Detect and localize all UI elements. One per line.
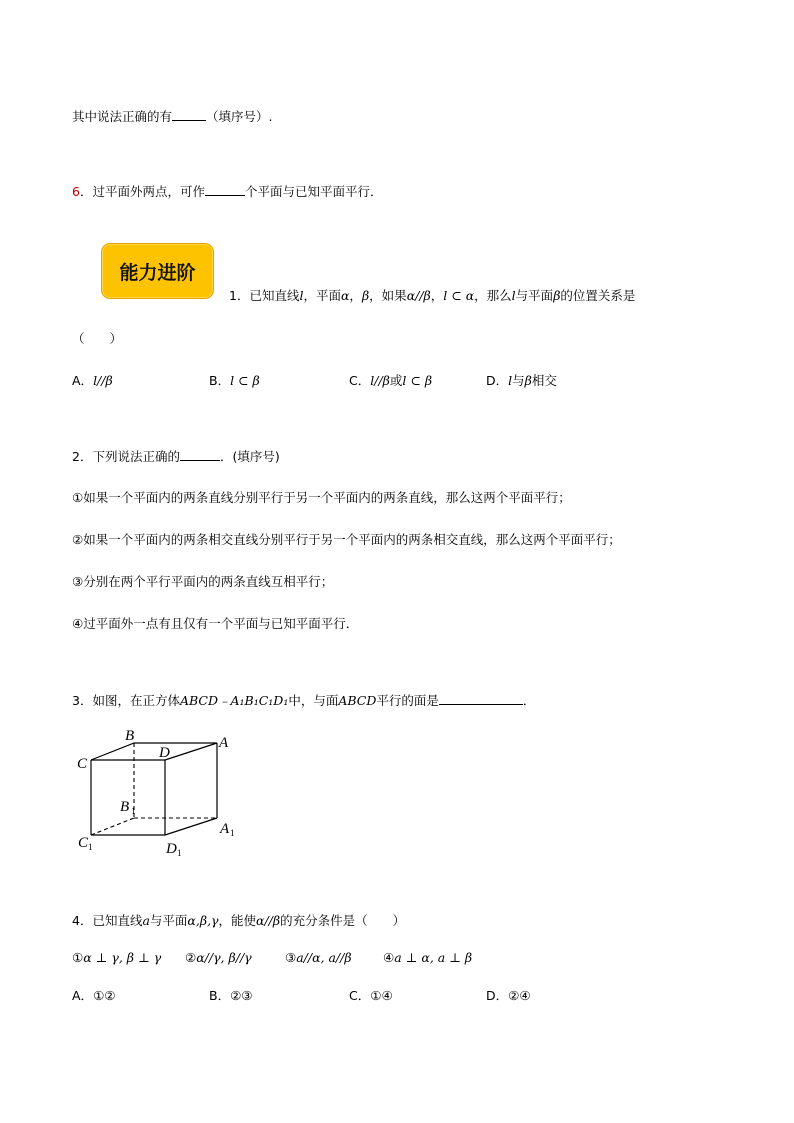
cond-math: a//α, a//β: [296, 950, 352, 965]
p2-item: ①如果一个平面内的两条直线分别平行于另一个平面内的两条直线，那么这两个平面平行；: [72, 490, 571, 505]
option-label: C．: [349, 988, 371, 1003]
option-math: l//β: [370, 373, 390, 388]
option-math: l//β: [93, 373, 113, 388]
option-text: ①④: [370, 988, 393, 1003]
p1-text: ，: [430, 288, 444, 303]
math-face: ABCD: [338, 693, 377, 708]
vertex-label-c1: C: [78, 835, 89, 851]
vertex-subscript: 1: [177, 848, 182, 858]
p4-option-a: [72, 988, 115, 1004]
p4-cond-3: [285, 950, 352, 966]
math-a: a: [142, 913, 150, 928]
option-text: 或: [389, 373, 403, 388]
cube-hidden-edge: [91, 818, 134, 835]
option-label: D．: [486, 373, 509, 388]
math-planes: α,β,γ: [187, 913, 219, 928]
option-math: l ⊂ β: [402, 373, 433, 388]
cond-math: a ⊥ α, a ⊥ β: [394, 950, 473, 965]
answer-blank: [439, 692, 523, 705]
p1-stem: [229, 288, 635, 304]
p4-option-d: [486, 988, 531, 1004]
p2-item: ②如果一个平面内的两条相交直线分别平行于另一个平面内的两条相交直线，那么这两个平面平行；: [72, 532, 621, 547]
option-text: ①②: [93, 988, 116, 1003]
cond-number: ③: [285, 950, 297, 965]
cond-math: α ⊥ γ, β ⊥ γ: [83, 950, 162, 965]
section-badge: [101, 243, 214, 299]
vertex-label-d1: D: [166, 841, 177, 857]
cube-figure: [74, 723, 254, 858]
option-math: β: [524, 373, 532, 388]
option-label: C．: [349, 373, 371, 388]
p4-stem: [72, 913, 405, 929]
option-math: l ⊂ β: [230, 373, 260, 388]
p3-stem: [72, 692, 535, 709]
math-l: l: [299, 288, 304, 303]
p4-option-c: [349, 988, 393, 1004]
math-l: l: [511, 288, 516, 303]
math-condition: α//β: [256, 913, 281, 928]
p3-text: 中，与面: [288, 693, 339, 708]
math-cube: ABCD﹣A₁B₁C₁D₁: [179, 693, 289, 708]
p4-cond-2: [185, 950, 252, 966]
cond-number: ④: [383, 950, 395, 965]
cube-edge: [165, 818, 217, 835]
p4-text: ，能使: [218, 913, 257, 928]
p1-text: ，平面: [303, 288, 341, 303]
cond-number: ①: [72, 950, 84, 965]
q6-text: ．过平面外两点，可作: [79, 184, 205, 199]
p4-cond-1: [72, 950, 161, 966]
p1-text: 的位置关系是: [560, 288, 636, 303]
vertex-label-c: C: [77, 756, 88, 772]
math-beta: β: [553, 288, 561, 303]
vertex-label-a1: A: [220, 821, 230, 837]
option-text: 相交: [531, 373, 557, 388]
option-math: l: [508, 373, 513, 388]
p2-item: ③分别在两个平行平面内的两条直线互相平行；: [72, 574, 334, 589]
p2-item: ④过平面外一点有且仅有一个平面与已知平面平行．: [72, 616, 359, 631]
p1-option-d: [486, 373, 557, 389]
vertex-subscript: 1: [230, 828, 235, 838]
p4-option-b: [209, 988, 253, 1004]
vertex-label-d: D: [159, 745, 170, 761]
option-label: B．: [209, 373, 231, 388]
p1-paren: （ ）: [72, 331, 123, 346]
q5-tail-line: [72, 108, 273, 125]
p1-text: ，那么: [474, 288, 512, 303]
p3-text: ．: [522, 693, 536, 708]
p2-stem: [72, 448, 280, 465]
p4-cond-4: [383, 950, 472, 966]
answer-blank: [172, 108, 206, 121]
option-label: B．: [209, 988, 231, 1003]
vertex-subscript: 1: [88, 842, 93, 852]
answer-blank: [180, 448, 220, 461]
p4-text: 与平面: [149, 913, 188, 928]
cond-number: ②: [185, 950, 197, 965]
vertex-label-a: A: [219, 735, 229, 751]
vertex-label-b: B: [125, 728, 135, 744]
q6-number: 6: [72, 184, 80, 199]
option-text: ②④: [508, 988, 531, 1003]
option-label: D．: [486, 988, 509, 1003]
section-badge-label: 能力进阶: [119, 261, 196, 284]
q5-tail-text: 其中说法正确的有: [72, 109, 173, 124]
p4-text: 的充分条件是（ ）: [280, 913, 406, 928]
p1-option-b: [209, 373, 260, 389]
option-text: ②③: [230, 988, 253, 1003]
answer-blank: [205, 183, 245, 196]
cond-math: α//γ, β//γ: [196, 950, 252, 965]
math-condition: α//β: [406, 288, 431, 303]
q6-line: [72, 183, 382, 200]
vertex-label-b1: B: [120, 799, 130, 815]
math-condition: l ⊂ α: [443, 288, 475, 303]
p1-text: 1．已知直线: [229, 288, 300, 303]
p3-text: 3．如图，在正方体: [72, 693, 180, 708]
p2-text: 2．下列说法正确的: [72, 449, 180, 464]
p1-option-c: [349, 373, 432, 389]
q6-suffix: 个平面与已知平面平行．: [244, 184, 383, 199]
option-label: A．: [72, 373, 94, 388]
p3-text: 平行的面是: [376, 693, 439, 708]
q5-tail-suffix: （填序号）.: [206, 109, 273, 124]
option-text: 与: [512, 373, 525, 388]
p4-text: 4．已知直线: [72, 913, 143, 928]
math-beta: β: [361, 288, 370, 303]
p1-text: 与平面: [515, 288, 554, 303]
vertex-subscript: 1: [131, 806, 136, 816]
p1-text: ，: [349, 288, 362, 303]
p2-text: ．(填序号): [219, 449, 280, 464]
p1-text: ，如果: [369, 288, 407, 303]
p1-option-a: [72, 373, 113, 389]
math-alpha: α: [340, 288, 350, 303]
option-label: A．: [72, 988, 94, 1003]
cube-edge: [91, 743, 134, 760]
cube-edge: [165, 743, 217, 760]
